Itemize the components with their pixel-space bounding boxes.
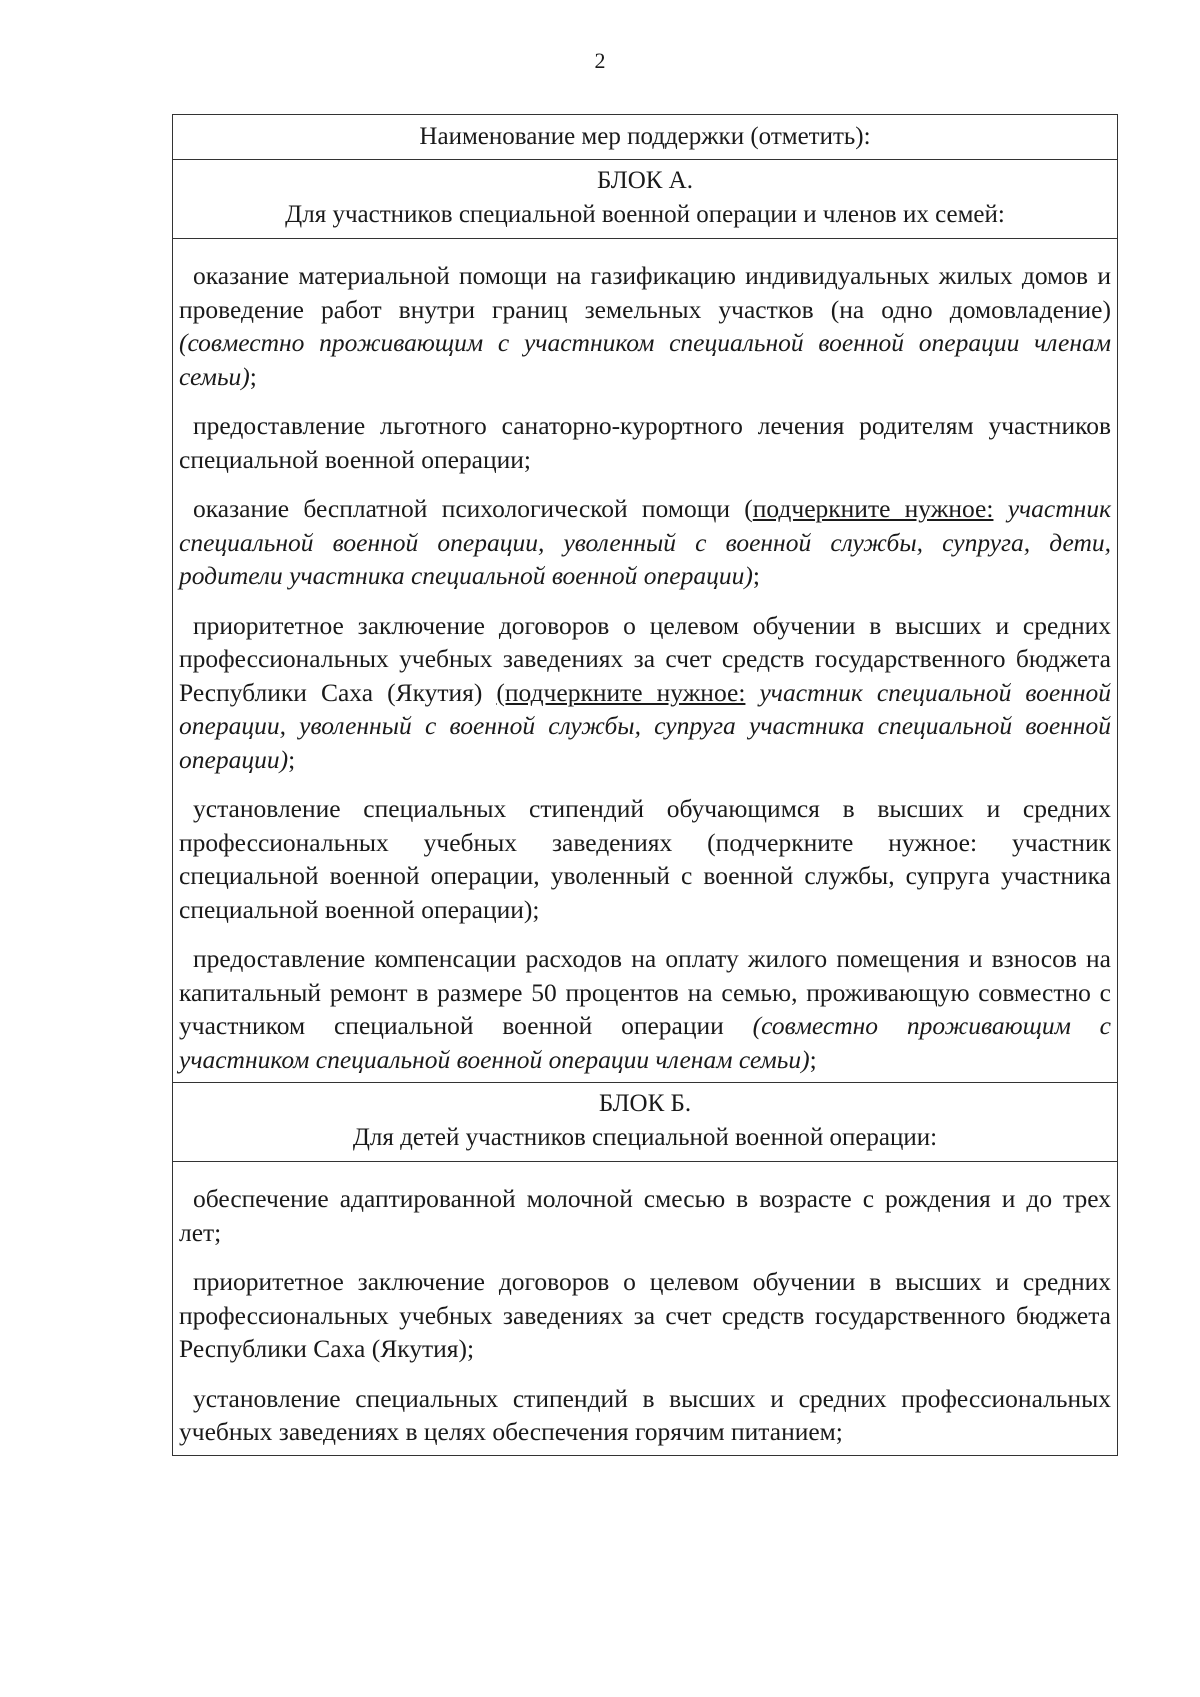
table-header: Наименование мер поддержки (отметить): [419,123,871,150]
page-number: 2 [594,48,606,73]
item-tail: ; [288,744,296,774]
block-a-heading [173,159,1117,238]
item-italic-note: (совместно проживающим с участником специальной военной операции членам семьи) [179,328,1111,391]
item-italic-note: участник специальной военной операции, уволенный с военной службы, супруга участника специальной военной операции) [179,677,1111,774]
item-text: установление специальных стипендий обучающимся в высших и средних профессиональных учебных заведениях (подчеркните нужное: участник специальной военной операции, уволенный с военной службы, супруга участника специальной военной операции); [179,794,1111,924]
item-underlined-note: подчеркните нужное: [752,494,994,523]
item-text: оказание бесплатной психологической помощи ( [193,494,753,523]
item-text: приоритетное заключение договоров о целевом обучении в высших и средних профессиональных учебных заведениях за счет средств государственного бюджета Республики Саха (Якутия) [179,610,1111,707]
block-a-item-6[interactable] [179,942,1111,1076]
block-b-heading [173,1082,1117,1161]
block-a-item-4[interactable] [179,609,1111,777]
block-b-item-3[interactable] [179,1382,1111,1449]
item-italic-note: (совместно проживающим с участником специальной военной операции членам семьи) [179,1011,1112,1074]
item-text: предоставление льготного санаторно-курортного лечения родителям участников специальной военной операции; [179,411,1111,474]
item-tail: ; [809,1044,817,1074]
block-b-title: БЛОК Б. [598,1090,692,1117]
block-a-title: БЛОК А. [597,167,693,194]
item-text: приоритетное заключение договоров о целевом обучении в высших и средних профессиональных учебных заведениях за счет средств государственного бюджета Республики Саха (Якутия); [179,1267,1111,1363]
block-a-item-1[interactable] [179,259,1111,393]
block-b-item-1[interactable] [179,1182,1111,1249]
block-b-items [173,1161,1117,1455]
item-tail: ; [752,561,760,590]
block-a-subtitle: Для участников специальной военной операции и членов их семей: [285,201,1005,228]
block-b-subtitle: Для детей участников специальной военной операции: [352,1124,938,1151]
block-b-item-2[interactable] [179,1265,1111,1366]
item-tail: ; [249,361,257,391]
block-a-items [173,238,1117,1082]
support-measures-table [172,114,1118,1456]
item-text: установление специальных стипендий в высших и средних профессиональных учебных заведениях в целях обеспечения горячим питанием; [179,1383,1111,1446]
item-text: обеспечение адаптированной молочной смесью в возрасте с рождения и до трех лет; [179,1184,1111,1247]
block-a-item-3[interactable] [179,492,1111,593]
block-a-item-5[interactable] [179,792,1111,926]
item-italic-note: участник специальной военной операции, уволенный с военной службы, супруга, дети, родители участника специальной военной операции) [179,494,1111,590]
item-text: предоставление компенсации расходов на оплату жилого помещения и взносов на капитальный ремонт в размере 50 процентов на семью, проживающую совместно с участником специальной военной операции [179,944,1111,1040]
block-a-item-2[interactable] [179,409,1111,476]
item-underlined-note: (подчеркните нужное: [496,677,746,707]
item-text: оказание материальной помощи на газификацию индивидуальных жилых домов и проведение работ внутри границ земельных участков (на одно домовладение) [179,261,1111,324]
